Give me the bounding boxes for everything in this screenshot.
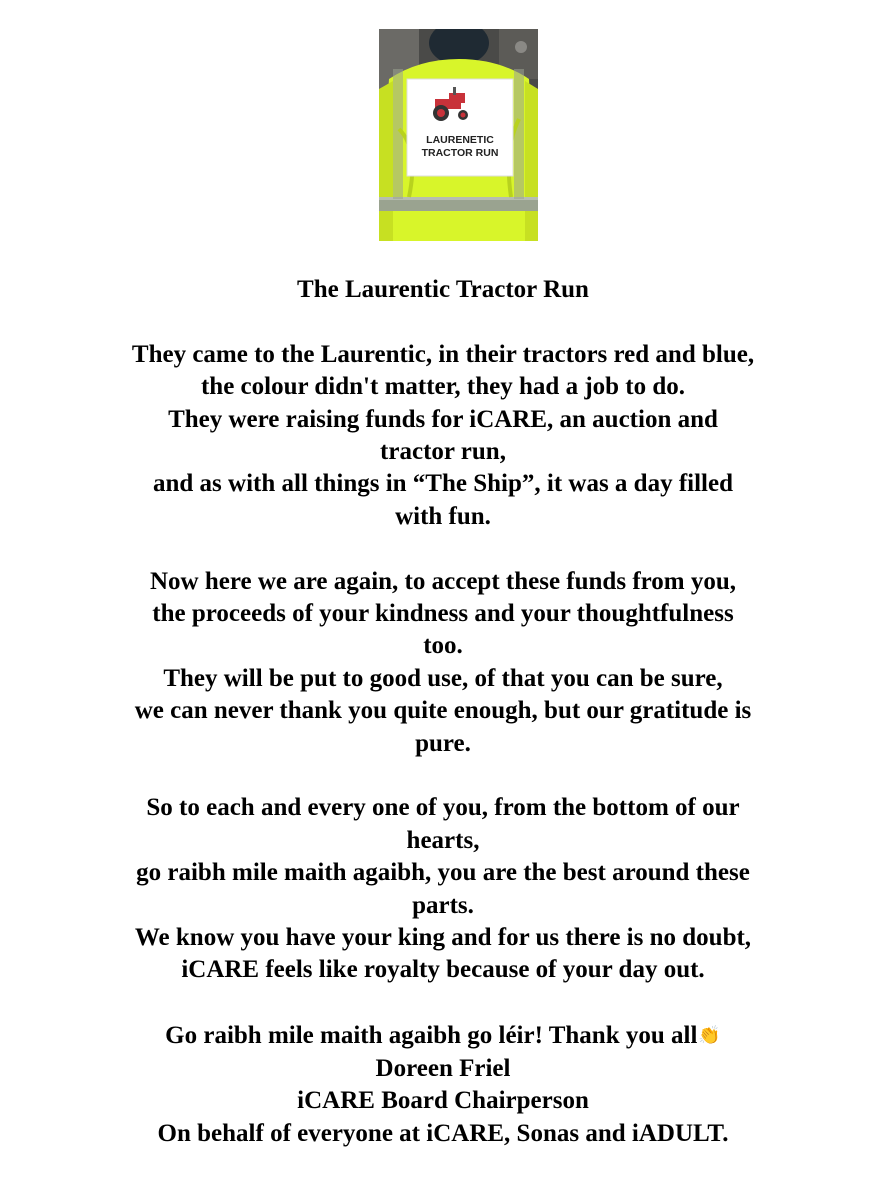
stanza-3-line: iCARE feels like royalty because of your day out. [181,956,705,984]
closing-thanks-text: Go raibh mile maith agaibh go léir! Thank you all [165,1022,698,1050]
stanza-2-line: too. [423,632,463,660]
hi-vis-vest-photo [379,29,538,241]
sign-line-2: TRACTOR RUN [421,147,499,159]
stanza-2-line: we can never thank you quite enough, but our gratitude is [134,697,752,725]
stanza-3-line: go raibh mile maith agaibh, you are the best around these [136,859,750,887]
poem [0,274,886,1150]
stanza-2-line: pure. [415,729,471,757]
stanza-1-line: They came to the Laurentic, in their tractors red and blue, [131,340,755,368]
stanza-gap [0,987,886,1019]
stanza-3-line: parts. [412,891,474,919]
stanza-gap [0,533,886,565]
stanza-2-line: Now here we are again, to accept these funds from you, [149,567,737,595]
sign-line-1: LAURENETIC [426,134,494,146]
stanza-2-line: They will be put to good use, of that you can be sure, [163,664,723,692]
stanza-2-line: the proceeds of your kindness and your thoughtfulness [152,600,734,628]
stanza-3-line: We know you have your king and for us there is no doubt, [134,924,752,952]
stanza-3-line: hearts, [406,826,480,854]
stanza-gap [0,306,886,338]
closing-thanks [0,1019,886,1052]
stanza-gap [0,760,886,792]
stanza-1-line: the colour didn't matter, they had a job to do. [200,373,686,401]
stanza-1-line: They were raising funds for iCARE, an auction and [168,405,718,433]
stanza-1-line: and as with all things in “The Ship”, it was a day filled [152,470,734,498]
poem-title: The Laurentic Tractor Run [297,276,589,303]
clapping-hands-icon: 👏 [698,1025,721,1046]
stanza-1-line: tractor run, [380,438,506,466]
stanza-3-line: So to each and every one of you, from the bottom of our [146,794,740,822]
signature-name: Doreen Friel [375,1054,511,1082]
signature-behalf: On behalf of everyone at iCARE, Sonas and iADULT. [157,1119,729,1147]
stanza-1-line: with fun. [395,502,491,530]
signature-role: iCARE Board Chairperson [297,1087,589,1115]
